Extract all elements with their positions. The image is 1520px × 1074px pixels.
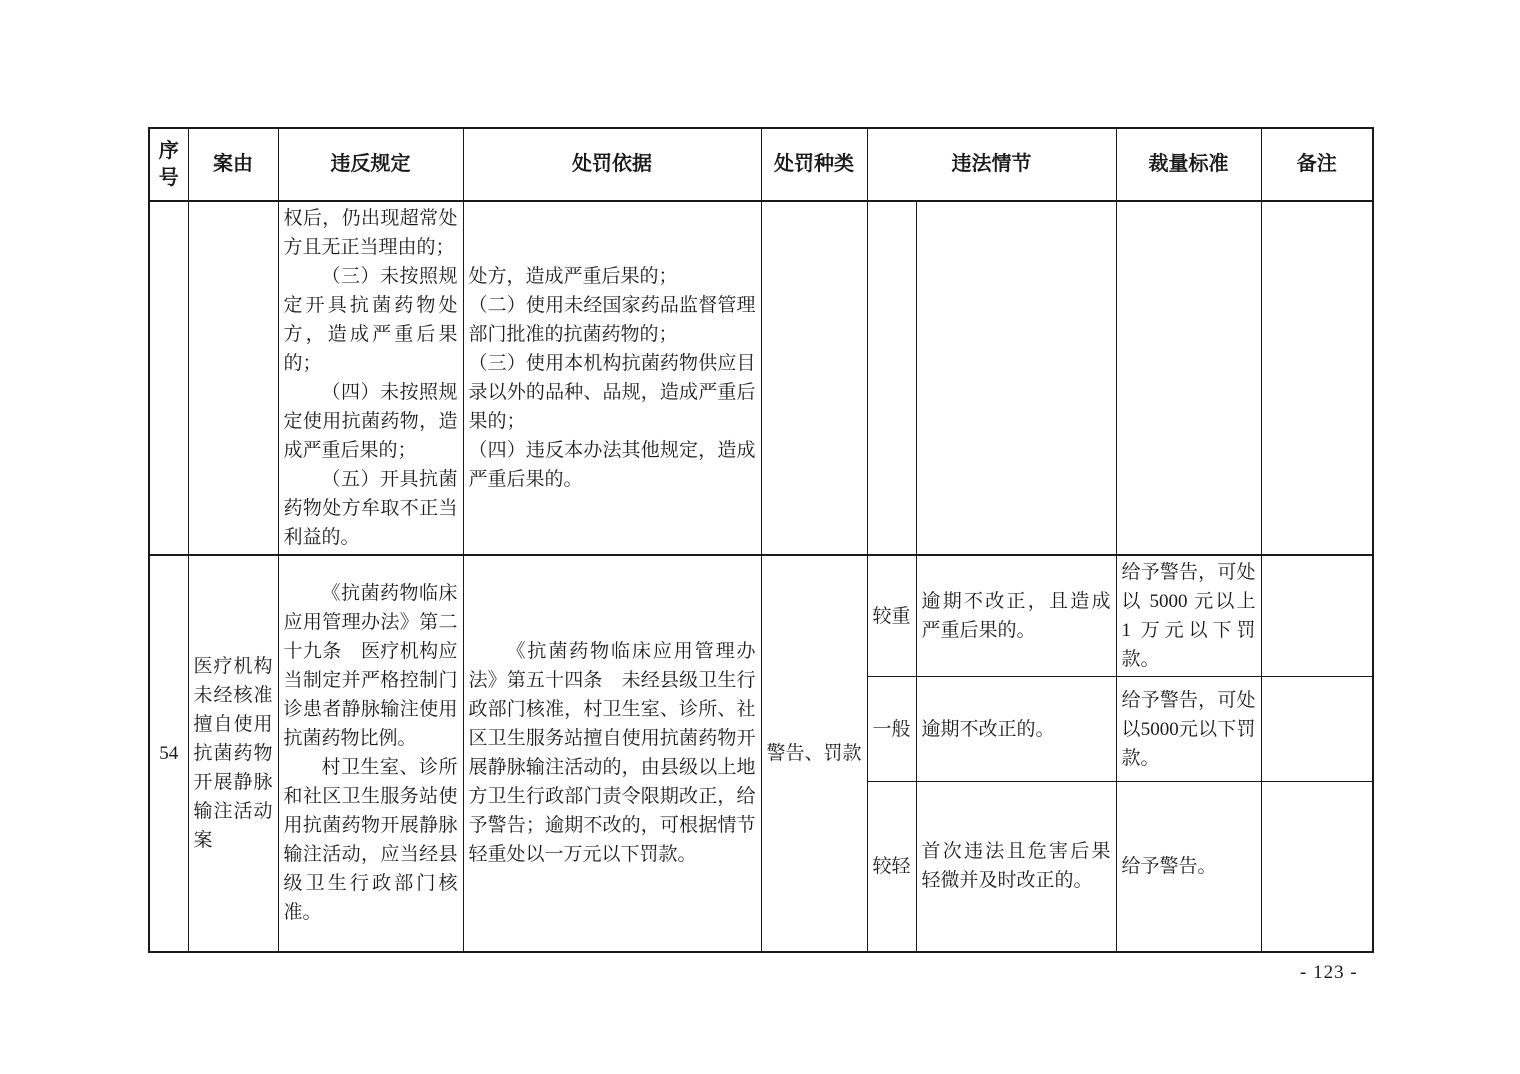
paragraph: 逾期不改正的。 bbox=[921, 718, 1055, 740]
row-54-penalty-type-cell: 警告、罚款 bbox=[761, 555, 867, 952]
continuation-remark-cell bbox=[1261, 201, 1373, 555]
penalty-discretion-table bbox=[148, 127, 1374, 953]
header-circumstances: 违法情节 bbox=[867, 128, 1116, 201]
standard-cell bbox=[1116, 677, 1261, 782]
header-standard: 裁量标准 bbox=[1116, 128, 1261, 201]
row-54-regulation-cell bbox=[278, 555, 463, 952]
continuation-no-cell bbox=[149, 201, 188, 555]
continuation-penalty-type-cell bbox=[761, 201, 867, 555]
paragraph: 《抗菌药物临床应用管理办法》第五十四条 未经县级卫生行政部门核准，村卫生室、诊所、社区卫生服务站擅自使用抗菌药物开展静脉输注活动的，由县级以上地方卫生行政部门责令限期改正，给予警告；逾期不改的，可根据情节轻重处以一万元以下罚款。 bbox=[468, 641, 756, 866]
paragraph: （四）违反本办法其他规定，造成严重后果的。 bbox=[468, 440, 756, 490]
row-54-basis-cell bbox=[463, 555, 761, 952]
severity-label-cell: 较轻 bbox=[867, 782, 916, 952]
remark-cell bbox=[1261, 555, 1373, 677]
paragraph: 给予警告。 bbox=[1121, 855, 1217, 877]
paragraph: （三）未按照规定开具抗菌药物处方，造成严重后果的； bbox=[283, 266, 458, 374]
paragraph: （三）使用本机构抗菌药物供应目录以外的品种、品规，造成严重后果的； bbox=[468, 353, 756, 432]
continuation-circumstance-cell bbox=[916, 201, 1116, 555]
continuation-severity-cell bbox=[867, 201, 916, 555]
header-basis: 处罚依据 bbox=[463, 128, 761, 201]
header-no: 序号 bbox=[149, 128, 188, 201]
continuation-standard-cell bbox=[1116, 201, 1261, 555]
remark-cell bbox=[1261, 782, 1373, 952]
header-cause: 案由 bbox=[188, 128, 278, 201]
header-remark: 备注 bbox=[1261, 128, 1373, 201]
row-54-cause-cell: 医疗机构未经核准擅自使用抗菌药物开展静脉输注活动案 bbox=[188, 555, 278, 952]
severity-label-cell: 一般 bbox=[867, 677, 916, 782]
paragraph: 权后，仍出现超常处方且无正当理由的； bbox=[283, 208, 458, 258]
paragraph: 《抗菌药物临床应用管理办法》第二十九条 医疗机构应当制定并严格控制门诊患者静脉输注使用抗菌药物比例。 bbox=[283, 583, 458, 750]
circumstance-cell bbox=[916, 555, 1116, 677]
standard-cell bbox=[1116, 555, 1261, 677]
paragraph: 首次违法且危害后果轻微并及时改正的。 bbox=[921, 841, 1111, 892]
remark-cell bbox=[1261, 677, 1373, 782]
paragraph: （二）使用未经国家药品监督管理部门批准的抗菌药物的； bbox=[468, 295, 756, 345]
row-54-subrow-severe bbox=[149, 555, 1373, 677]
circumstance-cell bbox=[916, 677, 1116, 782]
paragraph: 逾期不改正，且造成严重后果的。 bbox=[921, 591, 1111, 641]
continuation-row bbox=[149, 201, 1373, 555]
continuation-cause-cell bbox=[188, 201, 278, 555]
paragraph: 村卫生室、诊所和社区卫生服务站使用抗菌药物开展静脉输注活动，应当经县级卫生行政部门核准。 bbox=[283, 757, 458, 924]
paragraph: （五）开具抗菌药物处方牟取不正当利益的。 bbox=[283, 469, 458, 548]
paragraph: （四）未按照规定使用抗菌药物，造成严重后果的； bbox=[283, 382, 458, 461]
continuation-basis-cell bbox=[463, 201, 761, 555]
row-54-no-cell: 54 bbox=[149, 555, 188, 952]
paragraph: 处方，造成严重后果的； bbox=[468, 266, 678, 287]
page-number: - 123 - bbox=[1300, 962, 1358, 983]
continuation-regulation-cell bbox=[278, 201, 463, 555]
header-row bbox=[149, 128, 1373, 201]
paragraph: 给予警告，可处以 5000 元以上 1 万元以下罚款。 bbox=[1121, 562, 1256, 670]
header-penalty-type: 处罚种类 bbox=[761, 128, 867, 201]
paragraph: 给予警告，可处以5000元以下罚款。 bbox=[1121, 689, 1256, 769]
standard-cell bbox=[1116, 782, 1261, 952]
circumstance-cell bbox=[916, 782, 1116, 952]
header-regulation: 违反规定 bbox=[278, 128, 463, 201]
severity-label-cell: 较重 bbox=[867, 555, 916, 677]
